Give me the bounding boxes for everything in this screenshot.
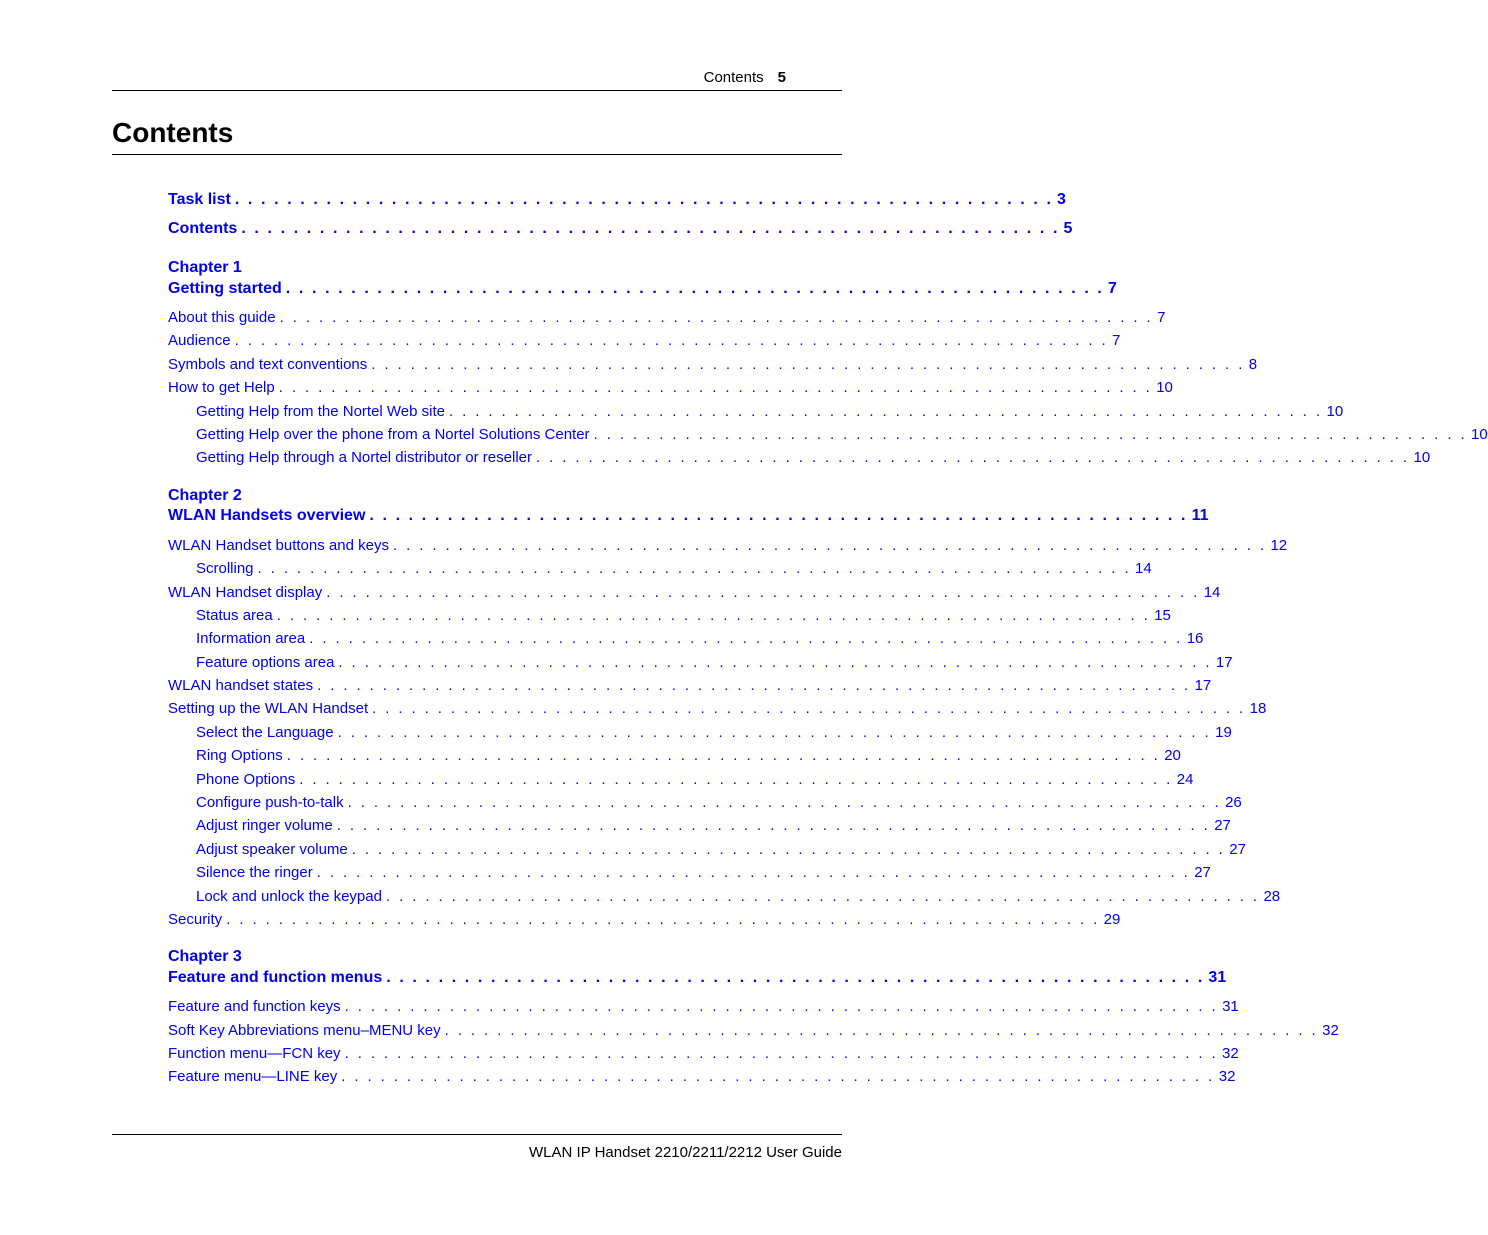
toc-subentry[interactable]: Getting Help over the phone from a Nortel Solutions Center . . . . . . . . . . . . . . . . . . . . . . . . . . . . . . . . . . . . . . . . . . . . . . . . . . . . . . . . . . . . . . . . . . . 10 [196, 426, 1488, 443]
toc-subentry[interactable]: Getting Help through a Nortel distributor or reseller . . . . . . . . . . . . . . . . . . . . . . . . . . . . . . . . . . . . . . . . . . . . . . . . . . . . . . . . . . . . . . . . . . . 10 [196, 449, 1431, 466]
toc-entry[interactable]: Setting up the WLAN Handset . . . . . . . . . . . . . . . . . . . . . . . . . . . . . . . . . . . . . . . . . . . . . . . . . . . . . . . . . . . . . . . . . . . 18 [168, 700, 1267, 717]
toc-subentry[interactable]: Status area . . . . . . . . . . . . . . . . . . . . . . . . . . . . . . . . . . . . . . . . . . . . . . . . . . . . . . . . . . . . . . . . . . . 15 [196, 607, 1171, 624]
toc-entry[interactable]: WLAN Handset display . . . . . . . . . . . . . . . . . . . . . . . . . . . . . . . . . . . . . . . . . . . . . . . . . . . . . . . . . . . . . . . . . . . 14 [168, 584, 1221, 601]
toc-entry[interactable]: Symbols and text conventions . . . . . . . . . . . . . . . . . . . . . . . . . . . . . . . . . . . . . . . . . . . . . . . . . . . . . . . . . . . . . . . . . . . 8 [168, 356, 1258, 373]
footer-rule [112, 1134, 842, 1135]
chapter-2-label[interactable]: Chapter 2 [168, 487, 242, 504]
running-header [112, 68, 842, 88]
toc-entry-task-list[interactable]: Task list . . . . . . . . . . . . . . . . . . . . . . . . . . . . . . . . . . . . . . . . . . . . . . . . . . . . . . . . . . . . . . . 3 [168, 191, 1066, 208]
chapter-3-label[interactable]: Chapter 3 [168, 948, 242, 965]
toc-subentry[interactable]: Scrolling . . . . . . . . . . . . . . . . . . . . . . . . . . . . . . . . . . . . . . . . . . . . . . . . . . . . . . . . . . . . . . . . . . . 14 [196, 560, 1152, 577]
header-section-title: Contents [703, 69, 764, 86]
toc-subentry[interactable]: Configure push-to-talk . . . . . . . . . . . . . . . . . . . . . . . . . . . . . . . . . . . . . . . . . . . . . . . . . . . . . . . . . . . . . . . . . . . 26 [196, 794, 1242, 811]
toc-subentry[interactable]: Lock and unlock the keypad . . . . . . . . . . . . . . . . . . . . . . . . . . . . . . . . . . . . . . . . . . . . . . . . . . . . . . . . . . . . . . . . . . . 28 [196, 888, 1281, 905]
title-rule [112, 154, 842, 155]
toc-entry[interactable]: Soft Key Abbreviations menu–MENU key . . . . . . . . . . . . . . . . . . . . . . . . . . . . . . . . . . . . . . . . . . . . . . . . . . . . . . . . . . . . . . . . . . . 32 [168, 1022, 1339, 1039]
toc-chapter-3[interactable]: Feature and function menus . . . . . . . . . . . . . . . . . . . . . . . . . . . . . . . . . . . . . . . . . . . . . . . . . . . . . . . . . . . . . . . 31 [168, 969, 1227, 986]
toc-subentry[interactable]: Information area . . . . . . . . . . . . . . . . . . . . . . . . . . . . . . . . . . . . . . . . . . . . . . . . . . . . . . . . . . . . . . . . . . . 16 [196, 630, 1204, 647]
toc-chapter-1[interactable]: Getting started . . . . . . . . . . . . . . . . . . . . . . . . . . . . . . . . . . . . . . . . . . . . . . . . . . . . . . . . . . . . . . . 7 [168, 280, 1117, 297]
toc-subentry[interactable]: Silence the ringer . . . . . . . . . . . . . . . . . . . . . . . . . . . . . . . . . . . . . . . . . . . . . . . . . . . . . . . . . . . . . . . . . . . 27 [196, 864, 1211, 881]
toc-entry-contents[interactable]: Contents . . . . . . . . . . . . . . . . . . . . . . . . . . . . . . . . . . . . . . . . . . . . . . . . . . . . . . . . . . . . . . . 5 [168, 220, 1073, 237]
toc-subentry[interactable]: Select the Language . . . . . . . . . . . . . . . . . . . . . . . . . . . . . . . . . . . . . . . . . . . . . . . . . . . . . . . . . . . . . . . . . . . 19 [196, 724, 1232, 741]
toc-entry[interactable]: Feature menu—LINE key . . . . . . . . . . . . . . . . . . . . . . . . . . . . . . . . . . . . . . . . . . . . . . . . . . . . . . . . . . . . . . . . . . . 32 [168, 1068, 1236, 1085]
toc-subentry[interactable]: Adjust ringer volume . . . . . . . . . . . . . . . . . . . . . . . . . . . . . . . . . . . . . . . . . . . . . . . . . . . . . . . . . . . . . . . . . . . 27 [196, 817, 1231, 834]
toc-entry[interactable]: WLAN handset states . . . . . . . . . . . . . . . . . . . . . . . . . . . . . . . . . . . . . . . . . . . . . . . . . . . . . . . . . . . . . . . . . . . 17 [168, 677, 1212, 694]
toc-subentry[interactable]: Getting Help from the Nortel Web site . . . . . . . . . . . . . . . . . . . . . . . . . . . . . . . . . . . . . . . . . . . . . . . . . . . . . . . . . . . . . . . . . . . 10 [196, 403, 1344, 420]
header-page-number: 5 [777, 69, 786, 86]
toc-entry[interactable]: Security . . . . . . . . . . . . . . . . . . . . . . . . . . . . . . . . . . . . . . . . . . . . . . . . . . . . . . . . . . . . . . . . . . . 29 [168, 911, 1121, 928]
toc-subentry[interactable]: Feature options area . . . . . . . . . . . . . . . . . . . . . . . . . . . . . . . . . . . . . . . . . . . . . . . . . . . . . . . . . . . . . . . . . . . 17 [196, 654, 1233, 671]
toc-entry[interactable]: How to get Help . . . . . . . . . . . . . . . . . . . . . . . . . . . . . . . . . . . . . . . . . . . . . . . . . . . . . . . . . . . . . . . . . . . 10 [168, 379, 1173, 396]
toc-entry[interactable]: About this guide . . . . . . . . . . . . . . . . . . . . . . . . . . . . . . . . . . . . . . . . . . . . . . . . . . . . . . . . . . . . . . . . . . . 7 [168, 309, 1166, 326]
header-rule [112, 90, 842, 91]
toc-entry[interactable]: WLAN Handset buttons and keys . . . . . . . . . . . . . . . . . . . . . . . . . . . . . . . . . . . . . . . . . . . . . . . . . . . . . . . . . . . . . . . . . . . 12 [168, 537, 1288, 554]
toc-subentry[interactable]: Phone Options . . . . . . . . . . . . . . . . . . . . . . . . . . . . . . . . . . . . . . . . . . . . . . . . . . . . . . . . . . . . . . . . . . . 24 [196, 771, 1194, 788]
page-title: Contents [112, 117, 234, 148]
chapter-1-label[interactable]: Chapter 1 [168, 259, 242, 276]
toc-entry[interactable]: Audience . . . . . . . . . . . . . . . . . . . . . . . . . . . . . . . . . . . . . . . . . . . . . . . . . . . . . . . . . . . . . . . . . . . 7 [168, 332, 1121, 349]
toc-subentry[interactable]: Ring Options . . . . . . . . . . . . . . . . . . . . . . . . . . . . . . . . . . . . . . . . . . . . . . . . . . . . . . . . . . . . . . . . . . . 20 [196, 747, 1181, 764]
footer-guide-title: WLAN IP Handset 2210/2211/2212 User Guide [529, 1144, 842, 1161]
toc-entry[interactable]: Feature and function keys . . . . . . . . . . . . . . . . . . . . . . . . . . . . . . . . . . . . . . . . . . . . . . . . . . . . . . . . . . . . . . . . . . . 31 [168, 998, 1239, 1015]
toc-subentry[interactable]: Adjust speaker volume . . . . . . . . . . . . . . . . . . . . . . . . . . . . . . . . . . . . . . . . . . . . . . . . . . . . . . . . . . . . . . . . . . . 27 [196, 841, 1246, 858]
toc-entry[interactable]: Function menu—FCN key . . . . . . . . . . . . . . . . . . . . . . . . . . . . . . . . . . . . . . . . . . . . . . . . . . . . . . . . . . . . . . . . . . . 32 [168, 1045, 1239, 1062]
toc-chapter-2[interactable]: WLAN Handsets overview . . . . . . . . . . . . . . . . . . . . . . . . . . . . . . . . . . . . . . . . . . . . . . . . . . . . . . . . . . . . . . . 11 [168, 507, 1209, 524]
